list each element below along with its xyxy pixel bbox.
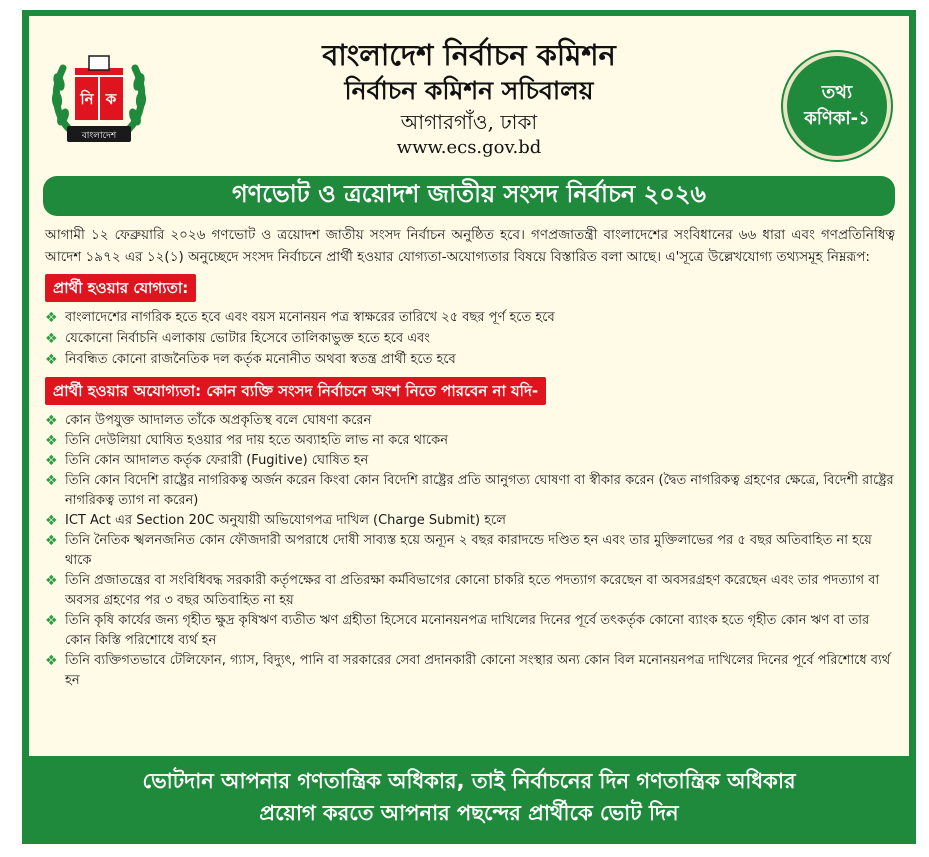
diamond-bullet-icon: ❖ — [45, 433, 58, 449]
list-item: ❖ তিনি দেউলিয়া ঘোষিত হওয়ার পর দায় হতে অব্যাহতি লাভ না করে থাকেন — [45, 433, 448, 449]
list-item: ❖ তিনি প্রজাতন্ত্রের বা সংবিধিবদ্ধ সরকারী কর্তৃপক্ষের বা প্রতিরক্ষা কর্মবিভাগের কোনো চাকরি হতে পদত্যাগ করেছেন বা অবসরগ্রহণ করেছেন এবং তার পদত্যাগ বা অবসর গ্রহণের পর ৩ বছর অতিবাহিত না হয় — [45, 573, 880, 608]
intro-paragraph: আগামী ১২ ফেব্রুয়ারি ২০২৬ গণভোট ও ত্রয়োদশ জাতীয় সংসদ নির্বাচন অনুষ্ঠিত হবে। গণপ্রজাতন্ত্রী বাংলাদেশের সংবিধানের ৬৬ ধারা এবং গণপ্রতিনিধিত্ব আদেশ ১৯৭২ এর ১২(১) অনুচ্ছেদে সংসদ নির্বাচনে প্রার্থী হওয়ার যোগ্যতা-অযোগ্যতার বিষয়ে বিস্তারিত বলা আছে। এ'সূত্রে উল্লেখযোগ্য তথ্যসমূহ নিম্নরূপ: — [45, 227, 895, 265]
diamond-bullet-icon: ❖ — [45, 352, 58, 368]
list-item: ❖ তিনি কৃষি কার্যের জন্য গৃহীত ক্ষুদ্র কৃষিঋণ ব্যতীত ঋণ গ্রহীতা হিসেবে মনোনয়নপত্র দাখিলের দিনের পূর্বে তৎকর্তৃক কোনো ব্যাংক হতে গৃহীত কোন ঋণ বা তার কোন কিস্তি পরিশোধে ব্যর্থ হন — [45, 613, 870, 648]
diamond-bullet-icon: ❖ — [45, 331, 58, 347]
ineligibility-heading: প্রার্থী হওয়ার অযোগ্যতা: কোন ব্যক্তি সংসদ নির্বাচনে অংশ নিতে পারবেন না যদি- — [45, 377, 546, 405]
election-banner: গণভোট ও ত্রয়োদশ জাতীয় সংসদ নির্বাচন ২০২৬ — [43, 176, 895, 216]
badge-line-2: কণিকা-১ — [804, 108, 870, 129]
secretariat-title: নির্বাচন কমিশন সচিবালয় — [344, 76, 594, 105]
address: আগারগাঁও, ঢাকা — [400, 110, 538, 134]
eligibility-heading: প্রার্থী হওয়ার যোগ্যতা: — [45, 274, 196, 302]
logo-letter-right: ক — [105, 90, 117, 108]
list-item: ❖ তিনি ব্যক্তিগতভাবে টেলিফোন, গ্যাস, বিদ্যুৎ, পানি বা সরকারের সেবা প্রদানকারী কোনো সংস্থার অন্য কোন বিল মনোনয়নপত্র দাখিলের দিনের পূর্বে পরিশোধে ব্যর্থ হন — [45, 653, 891, 688]
list-item: ❖ যেকোনো নির্বাচনি এলাকায় ভোটার হিসেবে তালিকাভুক্ত হতে হবে এবং — [45, 331, 430, 347]
list-item: ❖ তিনি কোন বিদেশি রাষ্ট্রের নাগরিকত্ব অর্জন করেন কিংবা কোন বিদেশি রাষ্ট্রের প্রতি আনুগত্য ঘোষণা বা স্বীকার করেন (দ্বৈত নাগরিকত্ব গ্রহণের ক্ষেত্রে, বিদেশী রাষ্ট্রের নাগরিকত্ব ত্যাগ না করেন) — [45, 473, 894, 508]
list-item: ❖ নিবন্ধিত কোনো রাজনৈতিক দল কর্তৃক মনোনীত অথবা স্বতন্ত্র প্রার্থী হতে হবে — [45, 352, 456, 368]
diamond-bullet-icon: ❖ — [45, 413, 58, 429]
diamond-bullet-icon: ❖ — [45, 613, 58, 629]
footer-line-2: প্রয়োগ করতে আপনার পছন্দের প্রার্থীকে ভোট দিন — [259, 801, 679, 825]
eligibility-list — [45, 308, 895, 370]
ineligibility-list — [45, 411, 895, 691]
poster-frame — [22, 10, 916, 844]
poster-body — [29, 16, 909, 838]
list-item: ❖ তিনি নৈতিক স্খলনজনিত কোন ফৌজদারী অপরাধে দোষী সাব্যস্ত হয়ে অন্যূন ২ বছর কারাদন্ডে দণ্ডিত হন এবং তার মুক্তিলাভের পর ৫ বছর অতিবাহিত না হয়ে থাকে — [45, 533, 872, 568]
diamond-bullet-icon: ❖ — [45, 533, 58, 549]
diamond-bullet-icon: ❖ — [45, 310, 58, 326]
footer-message — [29, 756, 909, 838]
diamond-bullet-icon: ❖ — [45, 573, 58, 589]
header-titles — [29, 36, 909, 160]
website-link[interactable]: www.ecs.gov.bd — [396, 137, 542, 158]
badge-line-1: তথ্য — [821, 82, 853, 103]
list-item: ❖ ICT Act এর Section 20C অনুযায়ী অভিযোগপত্র দাখিল (Charge Submit) হলে — [45, 513, 506, 529]
diamond-bullet-icon: ❖ — [45, 513, 58, 529]
diamond-bullet-icon: ❖ — [45, 473, 58, 489]
list-item: ❖ তিনি কোন আদালত কর্তৃক ফেরারী (Fugitive) ঘোষিত হন — [45, 453, 369, 469]
logo-caption: বাংলাদেশ — [81, 131, 117, 141]
main-content — [45, 224, 895, 691]
info-badge — [783, 52, 891, 160]
diamond-bullet-icon: ❖ — [45, 653, 58, 669]
commission-title: বাংলাদেশ নির্বাচন কমিশন — [322, 38, 616, 72]
header — [29, 16, 909, 174]
logo-letter-left: নি — [80, 90, 94, 108]
list-item: ❖ কোন উপযুক্ত আদালত তাঁকে অপ্রকৃতিস্থ বলে ঘোষণা করেন — [45, 413, 372, 429]
list-item: ❖ বাংলাদেশের নাগরিক হতে হবে এবং বয়স মনোনয়ন পত্র স্বাক্ষরের তারিখে ২৫ বছর পূর্ণ হতে হবে — [45, 310, 555, 326]
diamond-bullet-icon: ❖ — [45, 453, 58, 469]
footer-line-1: ভোটদান আপনার গণতান্ত্রিক অধিকার, তাই নির্বাচনের দিন গণতান্ত্রিক অধিকার — [142, 769, 796, 793]
